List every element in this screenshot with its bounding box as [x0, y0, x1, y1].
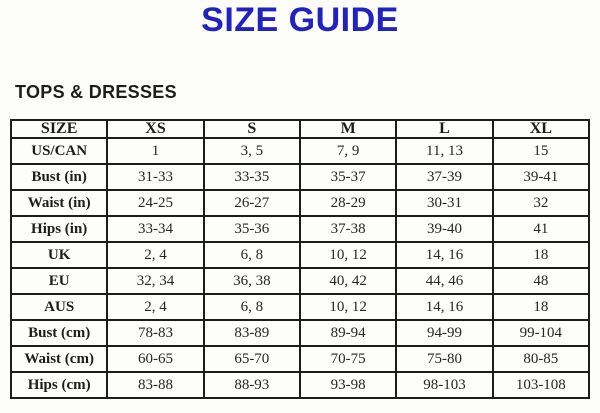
table-cell: 103-108	[493, 372, 589, 398]
table-cell: 99-104	[493, 320, 589, 346]
table-cell: 14, 16	[396, 294, 492, 320]
table-cell: 32	[493, 190, 589, 216]
table-cell: 35-37	[300, 164, 396, 190]
table-cell: 3, 5	[204, 138, 300, 164]
table-row	[11, 164, 589, 190]
table-row	[11, 138, 589, 164]
row-label: Waist (in)	[11, 190, 107, 216]
table-row	[11, 190, 589, 216]
table-cell: 11, 13	[396, 138, 492, 164]
header-row	[11, 120, 589, 138]
table-row	[11, 294, 589, 320]
table-cell: 93-98	[300, 372, 396, 398]
table-cell: 39-41	[493, 164, 589, 190]
table-cell: 94-99	[396, 320, 492, 346]
table-cell: 2, 4	[107, 242, 203, 268]
table-cell: 80-85	[493, 346, 589, 372]
table-cell: 89-94	[300, 320, 396, 346]
table-cell: 30-31	[396, 190, 492, 216]
table-cell: 31-33	[107, 164, 203, 190]
row-label: AUS	[11, 294, 107, 320]
table-cell: 88-93	[204, 372, 300, 398]
section-heading-tops-dresses: TOPS & DRESSES	[15, 82, 177, 102]
table-body	[11, 138, 589, 398]
table-cell: 37-39	[396, 164, 492, 190]
table-cell: 33-34	[107, 216, 203, 242]
table-cell: 10, 12	[300, 242, 396, 268]
column-header-xl: XL	[493, 120, 589, 138]
table-cell: 60-65	[107, 346, 203, 372]
size-conversion-table	[10, 119, 590, 399]
table-cell: 36, 38	[204, 268, 300, 294]
table-cell: 35-36	[204, 216, 300, 242]
table-cell: 75-80	[396, 346, 492, 372]
table-cell: 40, 42	[300, 268, 396, 294]
table-cell: 1	[107, 138, 203, 164]
column-header-l: L	[396, 120, 492, 138]
table-cell: 10, 12	[300, 294, 396, 320]
table-cell: 32, 34	[107, 268, 203, 294]
table-cell: 39-40	[396, 216, 492, 242]
table-row	[11, 320, 589, 346]
page-title: SIZE GUIDE	[201, 1, 399, 39]
table-row	[11, 216, 589, 242]
table-cell: 2, 4	[107, 294, 203, 320]
table-cell: 7, 9	[300, 138, 396, 164]
table-cell: 6, 8	[204, 242, 300, 268]
table-cell: 37-38	[300, 216, 396, 242]
table-cell: 28-29	[300, 190, 396, 216]
table-cell: 83-88	[107, 372, 203, 398]
table-cell: 15	[493, 138, 589, 164]
table-row	[11, 268, 589, 294]
table-cell: 24-25	[107, 190, 203, 216]
row-label: Hips (in)	[11, 216, 107, 242]
column-header-m: M	[300, 120, 396, 138]
table-cell: 14, 16	[396, 242, 492, 268]
column-header-s: S	[204, 120, 300, 138]
row-label: Bust (cm)	[11, 320, 107, 346]
table-cell: 78-83	[107, 320, 203, 346]
table-cell: 41	[493, 216, 589, 242]
table-cell: 6, 8	[204, 294, 300, 320]
table-cell: 48	[493, 268, 589, 294]
row-label: Waist (cm)	[11, 346, 107, 372]
column-header-xs: XS	[107, 120, 203, 138]
row-label: Hips (cm)	[11, 372, 107, 398]
table-head	[11, 120, 589, 138]
table-cell: 44, 46	[396, 268, 492, 294]
table-cell: 70-75	[300, 346, 396, 372]
table-cell: 18	[493, 294, 589, 320]
table-cell: 83-89	[204, 320, 300, 346]
table-cell: 98-103	[396, 372, 492, 398]
table-cell: 26-27	[204, 190, 300, 216]
table-cell: 65-70	[204, 346, 300, 372]
table-row	[11, 372, 589, 398]
row-label: US/CAN	[11, 138, 107, 164]
size-column-header: SIZE	[11, 120, 107, 138]
row-label: Bust (in)	[11, 164, 107, 190]
table-row	[11, 346, 589, 372]
table-row	[11, 242, 589, 268]
table-cell: 33-35	[204, 164, 300, 190]
table-cell: 18	[493, 242, 589, 268]
row-label: EU	[11, 268, 107, 294]
row-label: UK	[11, 242, 107, 268]
